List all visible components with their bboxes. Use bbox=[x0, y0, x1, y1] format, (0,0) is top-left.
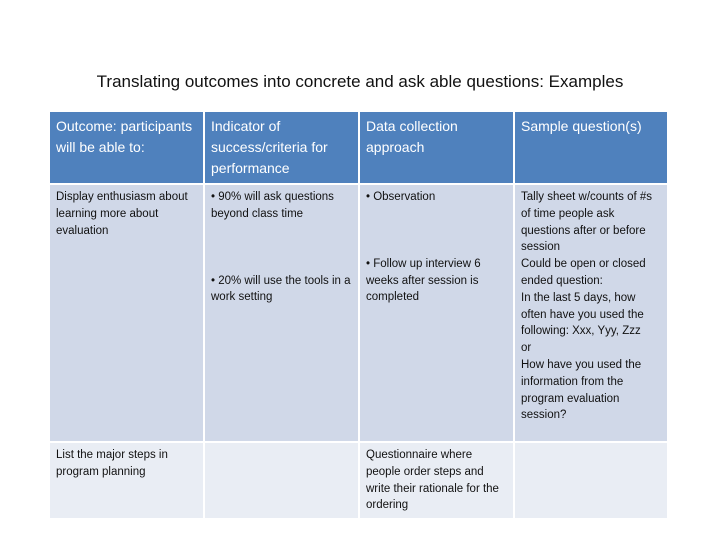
outcome-cell bbox=[50, 443, 203, 518]
outcomes-table bbox=[48, 110, 669, 520]
sample-text: Could be open or closed ended question: bbox=[521, 258, 646, 287]
column-header-outcome: Outcome: participants will be able to: bbox=[50, 112, 203, 183]
indicator-cell bbox=[205, 185, 358, 441]
sample-text: or bbox=[521, 342, 532, 355]
slide-title: Translating outcomes into concrete and ask able questions: Examples bbox=[96, 72, 624, 91]
column-header-sample: Sample question(s) bbox=[515, 112, 667, 183]
table-row bbox=[50, 443, 667, 518]
sample-text: How have you used the information from the program evaluation session? bbox=[521, 358, 642, 422]
indicator-text: • 90% will ask questions beyond class time bbox=[211, 191, 334, 220]
header-row bbox=[50, 112, 667, 183]
indicator-text: • 20% will use the tools in a work setting bbox=[211, 274, 351, 304]
table-row bbox=[50, 185, 667, 441]
approach-cell bbox=[360, 443, 513, 518]
column-header-approach: Data collection approach bbox=[360, 112, 513, 183]
column-header-indicator: Indicator of success/criteria for performance bbox=[205, 112, 358, 183]
sample-text: Tally sheet w/counts of #s of time people ask questions after or before session bbox=[521, 191, 653, 254]
sample-cell bbox=[515, 185, 667, 441]
approach-text: • Observation bbox=[366, 191, 436, 203]
sample-text: In the last 5 days, how often have you used the following: Xxx, Yyy, Zzz bbox=[521, 291, 644, 338]
approach-text: • Follow up interview 6 weeks after session is completed bbox=[366, 257, 481, 304]
approach-text: Questionnaire where people order steps and write their rationale for the ordering bbox=[366, 449, 499, 512]
outcome-cell bbox=[50, 185, 203, 441]
sample-cell bbox=[515, 443, 667, 518]
outcome-text: Display enthusiasm about learning more about evaluation bbox=[56, 191, 188, 237]
outcome-text: List the major steps in program planning bbox=[56, 449, 168, 478]
approach-cell bbox=[360, 185, 513, 441]
indicator-cell bbox=[205, 443, 358, 518]
